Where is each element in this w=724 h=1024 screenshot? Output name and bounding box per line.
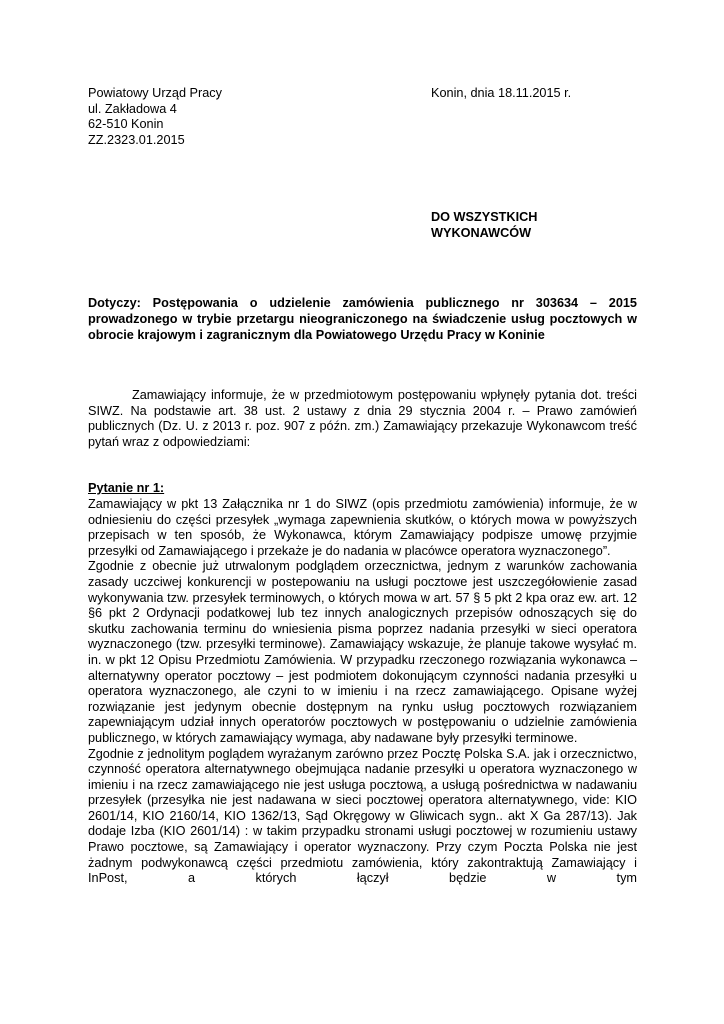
question-paragraph: Zgodnie z obecnie już utrwalonym podglądem orzecznictwa, jednym z warunków zachowania zasady uczciwej konkurencji w postepowaniu na usługi pocztowe jest uszczegółowienie zasad wykonywania tzw. przesyłek terminowych, o których mowa w art. 57 § 5 pkt 2 kpa oraz ew. art. 12 §6 pkt 2 Ordynacji podatkowej lub tez innych analogicznych przepisów odnoszących się do skutku zachowania terminu do wniesienia pisma poprzez nadania przesyłki w sieci operatora wyznaczonego (tzw. przesyłki terminowe). Zamawiający wskazuje, że planuje takowe wysyłać m. in. w pkt 12 Opisu Przedmiotu Zamówienia. W przypadku rzeczonego rozwiązania wykonawca – alternatywny operator pocztowy – jest podmiotem dokonującym czynności nadania przesyłki u operatora wyznaczonego, ale czyni to w imieniu i na rzecz zamawiającego. Opisane wyżej rozwiązanie jest jedynym obecnie dostępnym na rynku usług pocztowych rozwiązaniem zapewniającym udział innych operatorów pocztowych w postępowaniu o udzielnie zamówienia publicznego, w których zamawiający wymaga, aby nadawane były przesyłki terminowe. xyxy=(88,559,637,745)
sender-name: Powiatowy Urząd Pracy xyxy=(88,86,222,100)
intro-paragraph: Zamawiający informuje, że w przedmiotowym postępowaniu wpłynęły pytania dot. treści SIWZ. Na podstawie art. 38 ust. 2 ustawy z dnia 29 stycznia 2004 r. – Prawo zamówień publicznych (Dz. U. z 2013 r. poz. 907 z późn. zm.) Zamawiający przekazuje Wykonawcom treść pytań wraz z odpowiedziami: xyxy=(88,388,637,449)
place-date: Konin, dnia 18.11.2015 r. xyxy=(431,86,572,100)
sender-city: 62-510 Konin xyxy=(88,117,164,132)
subject-paragraph: Dotyczy: Postępowania o udzielenie zamówienia publicznego nr 303634 – 2015 prowadzonego w trybie przetargu nieograniczonego na świadczenie usług pocztowych w obrocie krajowym i zagranicznym dla Powiatowego Urzędu Pracy w Koninie xyxy=(88,296,637,342)
reference-number: ZZ.2323.01.2015 xyxy=(88,132,185,147)
addressee-line-2: WYKONAWCÓW xyxy=(431,226,532,240)
question-paragraph: Zgodnie z jednolitym poglądem wyrażanym zarówno przez Pocztę Polska S.A. jak i orzecznictwo, czynność operatora alternatywnego obejmująca nadanie przesyłki u operatora wyznaczonego w imieniu i na rzecz zamawiającego nie jest usługa pocztową, a usługą pośrednictwa w nadawaniu przesyłek (przesyłka nie jest nadawana w sieci pocztowej operatora alternatywnego, vide: KIO 2601/14, KIO 2160/14, KIO 1362/13, Sąd Okręgowy w Gliwicach sygn.. akt X Ga 287/13). Jak dodaje Izba (KIO 2601/14) : w takim przypadku stronami usługi pocztowej w rozumieniu ustawy Prawo pocztowe, są Zamawiający i operator wyznaczony. Przy czym Poczta Polska nie jest żadnym podwykonawcą części przedmiotu zamówienia, który zakontraktują Zamawiający i InPost, a których łączył będzie w tym xyxy=(88,746,637,886)
sender-street: ul. Zakładowa 4 xyxy=(88,101,177,116)
sender-block xyxy=(88,86,222,148)
question-heading: Pytanie nr 1: xyxy=(88,481,165,495)
addressee-line-1: DO WSZYSTKICH xyxy=(431,210,538,224)
question-paragraph: Zamawiający w pkt 13 Załącznika nr 1 do SIWZ (opis przedmiotu zamówienia) informuje, że w odniesieniu do części przesyłek „wymaga zapewnienia skutków, o których mowa w powyższych przepisach w ten sposób, że Wykonawca, którym Zamawiający podpisze umowę przyjmie przesyłki od Zamawiającego i przekaże je do nadania w placówce operatora wyznaczonego”. xyxy=(88,497,637,558)
question-body xyxy=(88,497,637,887)
addressee-block xyxy=(431,209,537,241)
